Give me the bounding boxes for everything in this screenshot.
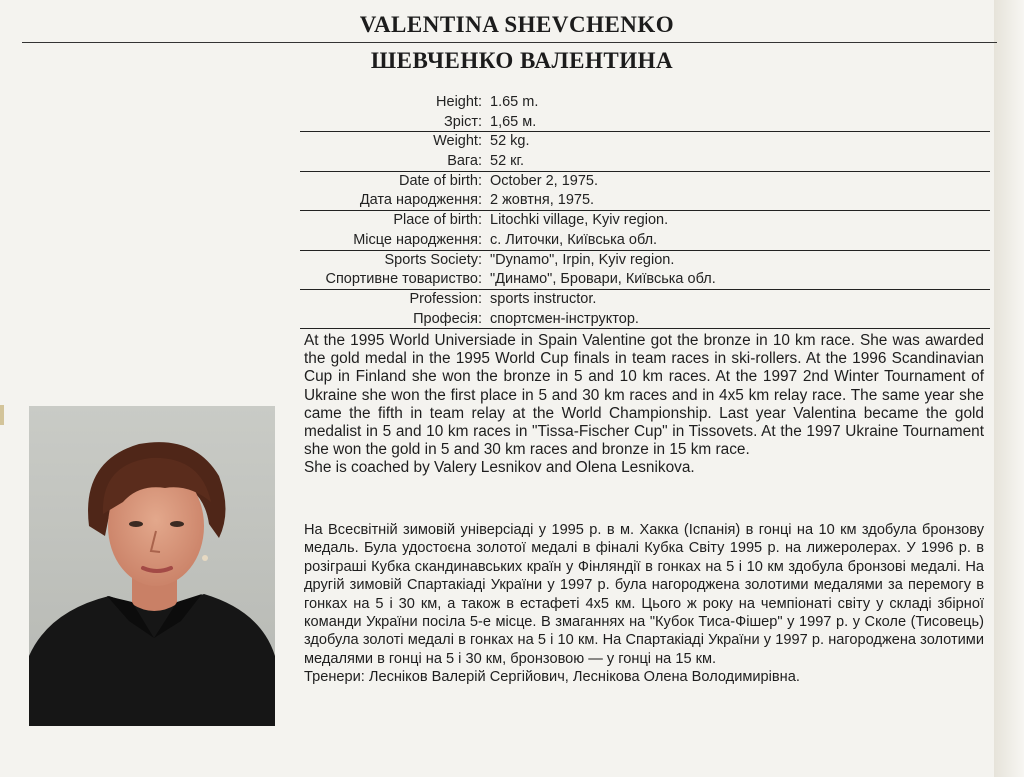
- fact-label: Date of birth:: [398, 172, 482, 189]
- fact-row-height-en: [300, 93, 990, 113]
- fact-label: Place of birth:: [393, 212, 482, 229]
- fact-value: "Dynamo", Irpin, Kyiv region.: [490, 251, 675, 268]
- fact-label: Зріст:: [444, 113, 482, 130]
- fact-label: Height:: [436, 94, 482, 110]
- fact-value: 1.65 m.: [490, 94, 539, 110]
- fact-row-birthplace-en: [300, 211, 990, 231]
- fact-row-birthdate-en: [300, 172, 990, 192]
- fact-label: Вага:: [447, 153, 482, 170]
- fact-row-profession-en: [300, 290, 990, 310]
- fact-value: October 2, 1975.: [490, 172, 599, 189]
- fact-value: "Динамо", Бровари, Київська обл.: [490, 271, 716, 288]
- athlete-name-english: VALENTINA SHEVCHENKO: [359, 12, 675, 37]
- fact-row-weight-en: [300, 132, 990, 152]
- fact-row-weight-uk: [300, 152, 990, 172]
- biography-english-coaches: She is coached by Valery Lesnikov and Olena Lesnikova.: [304, 459, 695, 477]
- fact-label: Дата народження:: [359, 192, 482, 209]
- portrait-photo: [29, 406, 275, 726]
- biography-ukrainian-coaches: Тренери: Лесніков Валерій Сергійович, Леснікова Олена Володимирівна.: [304, 669, 800, 686]
- fact-label: Weight:: [433, 133, 482, 150]
- fact-value: 1,65 м.: [490, 113, 537, 130]
- facts-table: [300, 93, 990, 329]
- fact-row-birthdate-uk: [300, 191, 990, 211]
- fact-label: Profession:: [409, 290, 482, 307]
- fact-row-profession-uk: [300, 310, 990, 330]
- fact-row-society-uk: [300, 270, 990, 290]
- portrait-illustration: [29, 406, 275, 726]
- fact-label: Професія:: [413, 310, 482, 327]
- page-edge: [994, 0, 1024, 777]
- fact-value: 52 kg.: [490, 133, 530, 150]
- page-mark: [0, 405, 4, 425]
- fact-row-birthplace-uk: [300, 231, 990, 251]
- fact-value: 52 кг.: [490, 153, 525, 170]
- fact-row-society-en: [300, 251, 990, 271]
- athlete-name-ukrainian: ШЕВЧЕНКО ВАЛЕНТИНА: [370, 48, 674, 73]
- fact-value: спортсмен-інструктор.: [490, 310, 639, 327]
- fact-value: с. Литочки, Київська обл.: [490, 231, 658, 248]
- biography-ukrainian: [304, 521, 984, 687]
- biography-english: [304, 332, 984, 478]
- fact-value: sports instructor.: [490, 290, 597, 307]
- biography-english-paragraph: At the 1995 World Universiade in Spain Valentine got the bronze in 10 km race. She was awarded the gold medal in the 1995 World Cup finals in team races in ski-rollers. At the 1996 Scandinavian Cup in Finland she won the bronze in 5 and 10 km races. At the 1997 2nd Winter Tournament of Ukraine she won the first place in 5 and 30 km races and in 4x5 km relay race. The same year she came the fifth in team relay at the World Championship. Last year Valentina became the gold medalist in 5 and 10 km races in "Tissa-Fischer Cup" in Tissovets. At the 1997 Ukraine Tournament she won the gold in 5 and 30 km races and bronze in 15 km race.: [304, 332, 984, 459]
- fact-label: Sports Society:: [384, 251, 482, 268]
- fact-value: Litochki village, Kyiv region.: [490, 212, 669, 229]
- biography-ukrainian-paragraph: На Всесвітній зимовій універсіаді у 1995 р. в м. Хакка (Іспанія) в гонці на 10 км здобула бронзову медаль. Була удостоєна золотої медалі в фіналі Кубка Світу 1995 р. на лижеролерах. У 1996 р. в розіграші Кубка скандинавських країн у Фінляндії в гонках на 5 і 10 км здобула бронзові медалі. На другій зимовій Спартакіаді України у 1997 р. була нагороджена золотими медалями за перемогу в гонках на 5 і 30 км, а також в естафеті 4х5 км. Цього ж року на чемпіонаті світу у складі збірної команди України посіла 5-е місце. В змаганнях на "Кубок Тиса-Фішер" у 1997 р. у Сколе (Тисовець) здобула золоті медалі в гонках на 5 і 10 км. На Спартакіаді України у 1997 р. нагороджена золотими медалями в гонці на 5 і 30 км, бронзовою — у гонці на 15 км.: [304, 522, 984, 667]
- fact-label: Спортивне товариство:: [325, 271, 482, 288]
- fact-label: Місце народження:: [353, 231, 482, 248]
- fact-row-height-uk: [300, 113, 990, 133]
- fact-value: 2 жовтня, 1975.: [490, 192, 595, 209]
- header-rule: [22, 42, 997, 43]
